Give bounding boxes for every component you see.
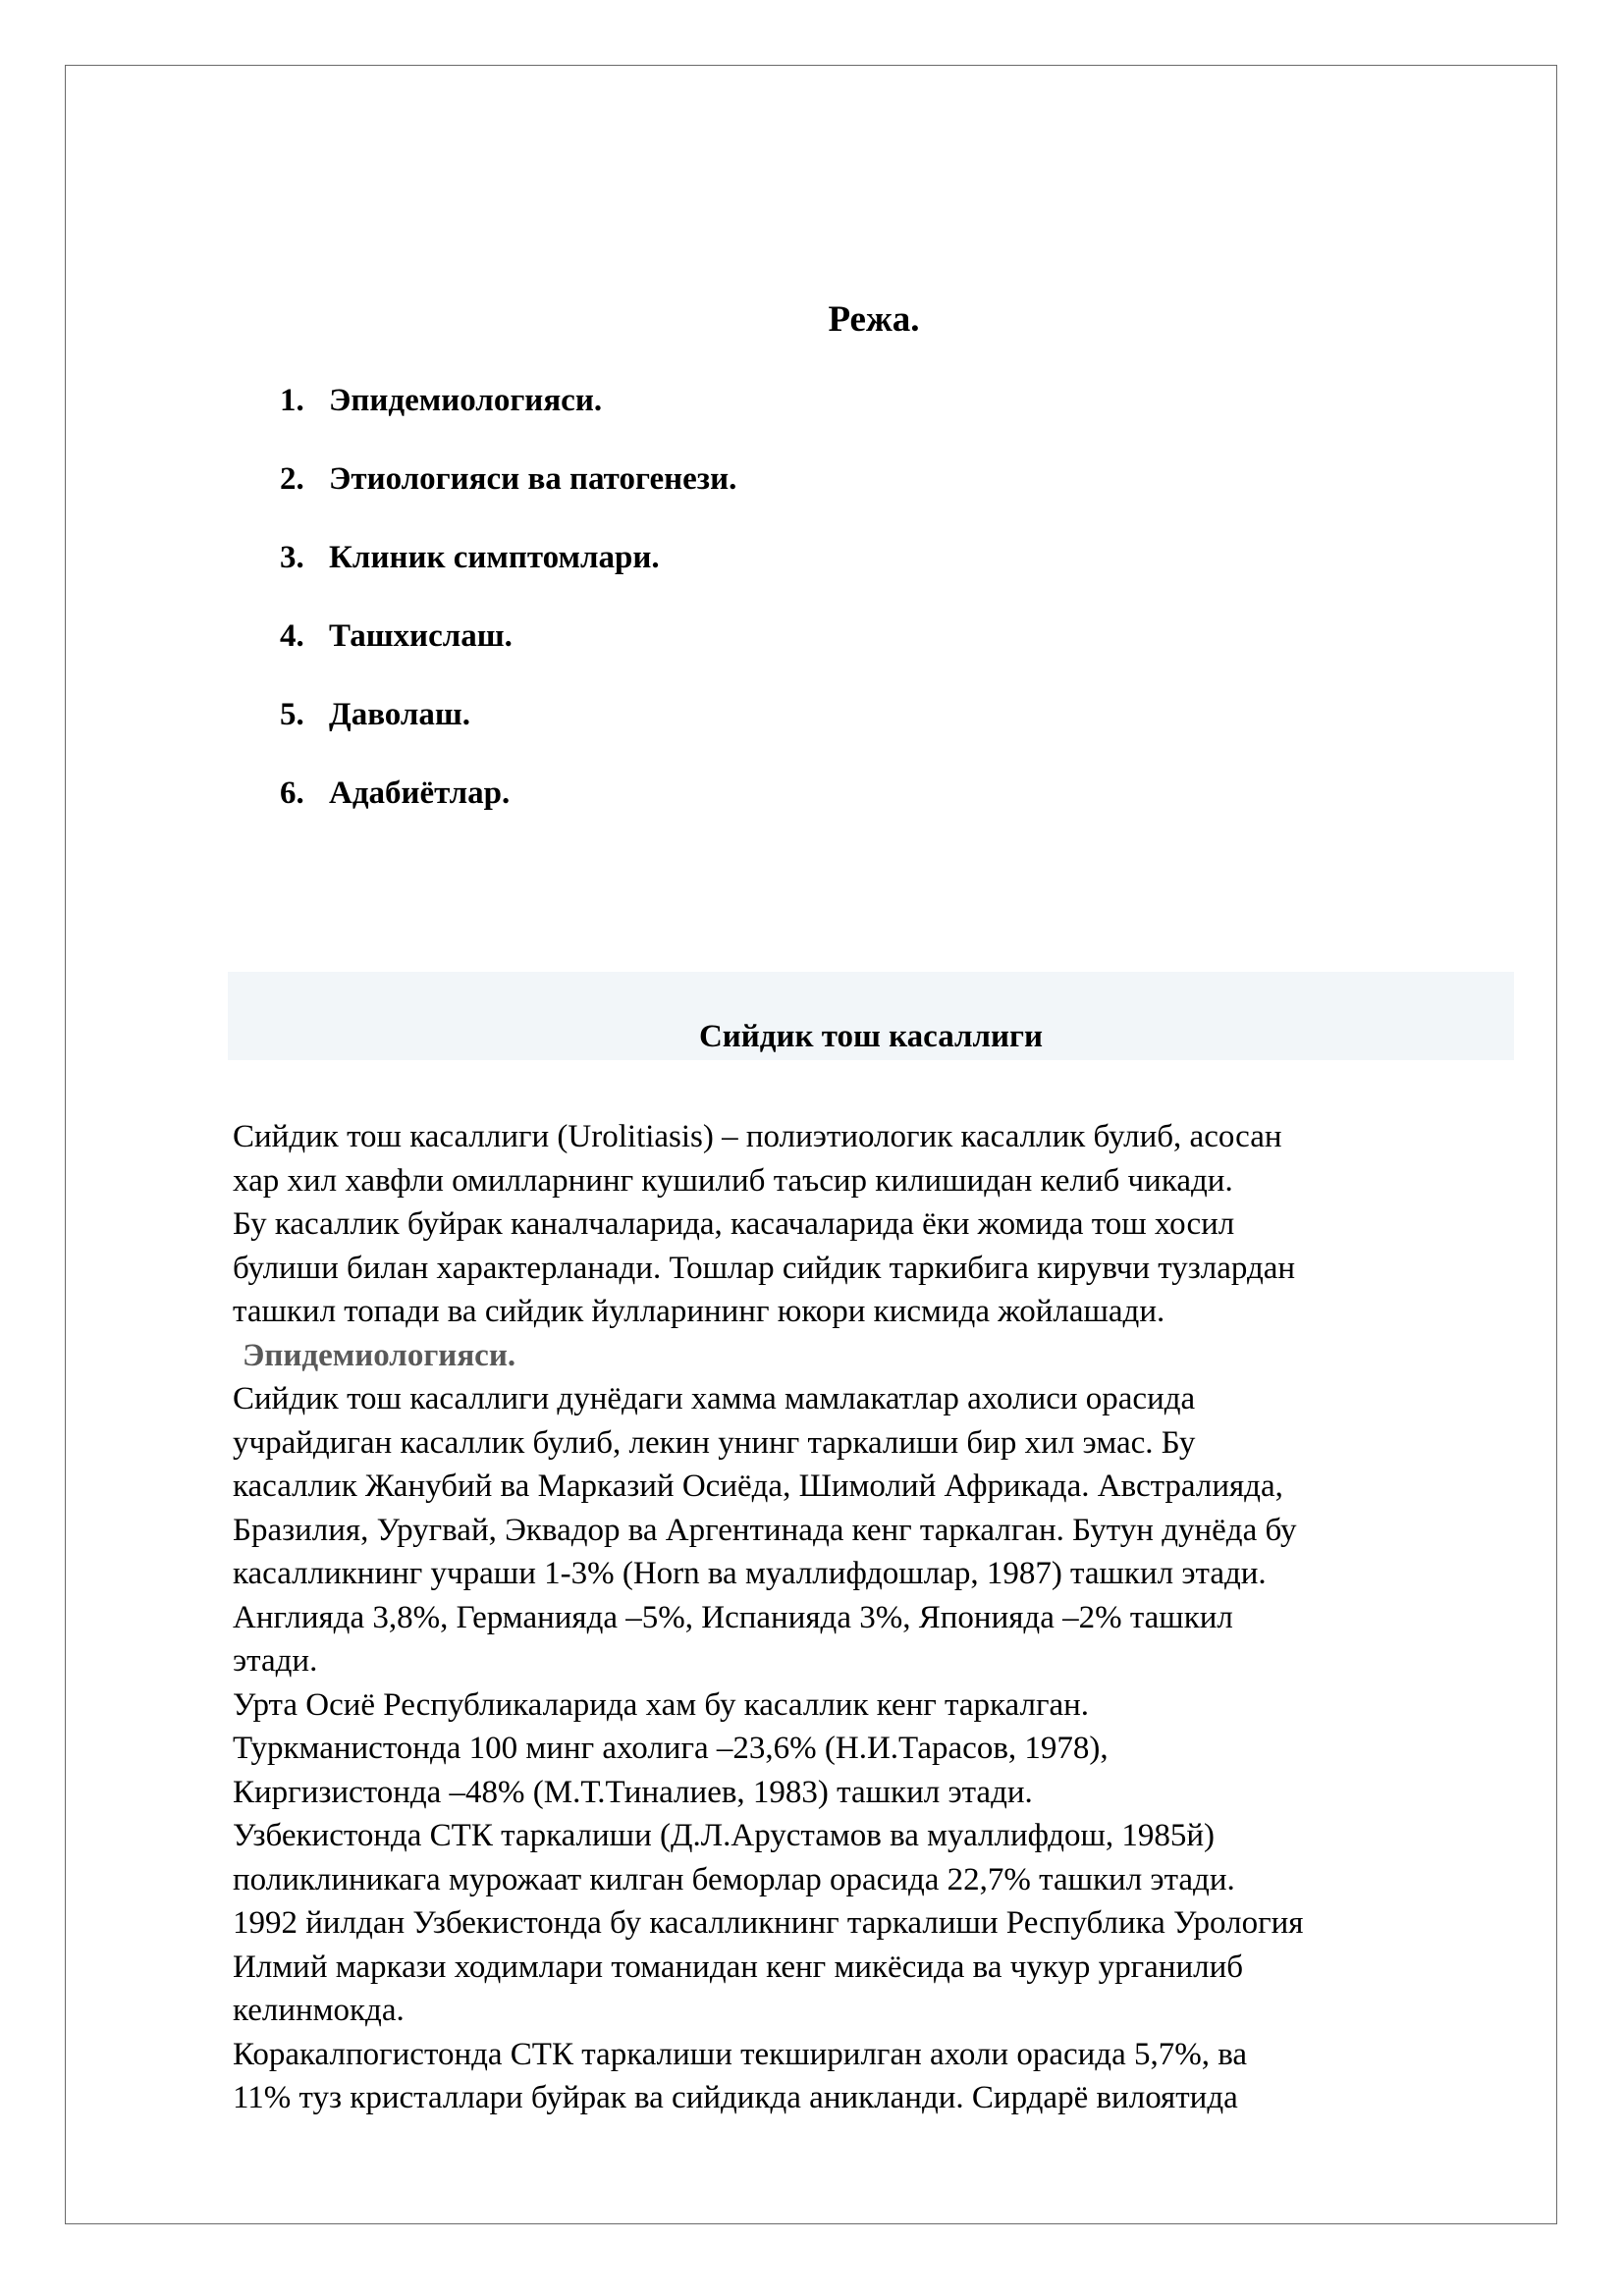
plan-item-number: 5. [280,697,304,732]
body-line: ташкил топади ва сийдик йулларининг юкори кисмида жойлашади. [233,1294,1165,1329]
body-line: Сийдик тош касаллиги дунёдаги хамма мамлакатлар ахолиси орасида [233,1381,1196,1416]
body-line: Илмий маркази ходимлари томанидан кенг микёсида ва чукур урганилиб [233,1949,1244,1985]
plan-item-label: Клиник симптомлари. [329,540,660,575]
body-line: Бу касаллик буйрак каналчаларида, касачаларида ёки жомида тош хосил [233,1206,1235,1242]
plan-item-number: 3. [280,540,304,575]
plan-item-label: Ташхислаш. [329,618,513,654]
plan-item-number: 1. [280,383,304,418]
body-line: этади. [233,1643,318,1679]
section-title: Сийдик тош касаллиги [698,1019,1044,1054]
body-line: Урта Осиё Республикаларида хам бу касаллик кенг таркалган. [233,1686,1090,1723]
plan-item-label: Этиологияси ва патогенези. [329,461,737,497]
body-line: Киргизистонда –48% (М.Т.Тиналиев, 1983) ташкил этади. [233,1774,1033,1810]
body-line: 1992 йилдан Узбекистонда бу касалликнинг таркалиши Республика Урология [233,1905,1304,1941]
plan-item [280,774,736,852]
body-line: Сийдик тош касаллиги (Urolitiasis) – полиэтиологик касаллик булиб, асосан [233,1119,1282,1154]
body-line: касаллик Жанубий ва Марказий Осиёда, Шимолий Африкада. Австралияда, [233,1468,1283,1504]
body-line: Бразилия, Уругвай, Эквадор ва Аргентинада кенг таркалган. Бутун дунёда бу [233,1512,1297,1548]
plan-item-label: Адабиётлар. [329,775,511,811]
body-line: Туркманистонда 100 минг ахолига –23,6% (Н.И.Тарасов, 1978), [233,1731,1109,1766]
body-line: хар хил хавфли омилларнинг кушилиб таъсир килишидан келиб чикади. [233,1162,1233,1199]
plan-item [280,616,736,695]
plan-item-number: 4. [280,618,304,654]
plan-list [280,381,736,852]
plan-item [280,695,736,774]
plan-item [280,381,736,459]
body-line: 11% туз кристаллари буйрак ва сийдикда аникланди. Сирдарё вилоятида [233,2080,1238,2115]
plan-title: Режа. [828,299,920,340]
plan-item-label: Эпидемиологияси. [329,383,603,418]
plan-item [280,459,736,538]
plan-item-number: 2. [280,461,304,497]
body-line: Коракалпогистонда СТК таркалиши текширилган ахоли орасида 5,7%, ва [233,2036,1248,2072]
epidemiology-subheading: Эпидемиологияси. [243,1337,516,1373]
plan-item-label: Даволаш. [329,697,470,732]
body-line: учрайдиган касаллик булиб, лекин унинг таркалиши бир хил эмас. Бу [233,1424,1196,1461]
plan-item [280,538,736,616]
body-line: касалликнинг учраши 1-3% (Horn ва муаллифдошлар, 1987) ташкил этади. [233,1556,1267,1591]
body-text [233,1115,1548,2120]
body-line: булиши билан характерланади. Тошлар сийдик таркибига кирувчи тузлардан [233,1250,1296,1286]
body-line: келинмокда. [233,1993,405,2028]
body-line: Англияда 3,8%, Германияда –5%, Испанияда 3%, Японияда –2% ташкил [233,1599,1233,1635]
body-line: поликлиникага мурожаат килган беморлар орасида 22,7% ташкил этади. [233,1861,1235,1897]
body-line: Узбекистонда СТК таркалиши (Д.Л.Арустамов ва муаллифдош, 1985й) [233,1818,1216,1853]
plan-item-number: 6. [280,775,304,811]
